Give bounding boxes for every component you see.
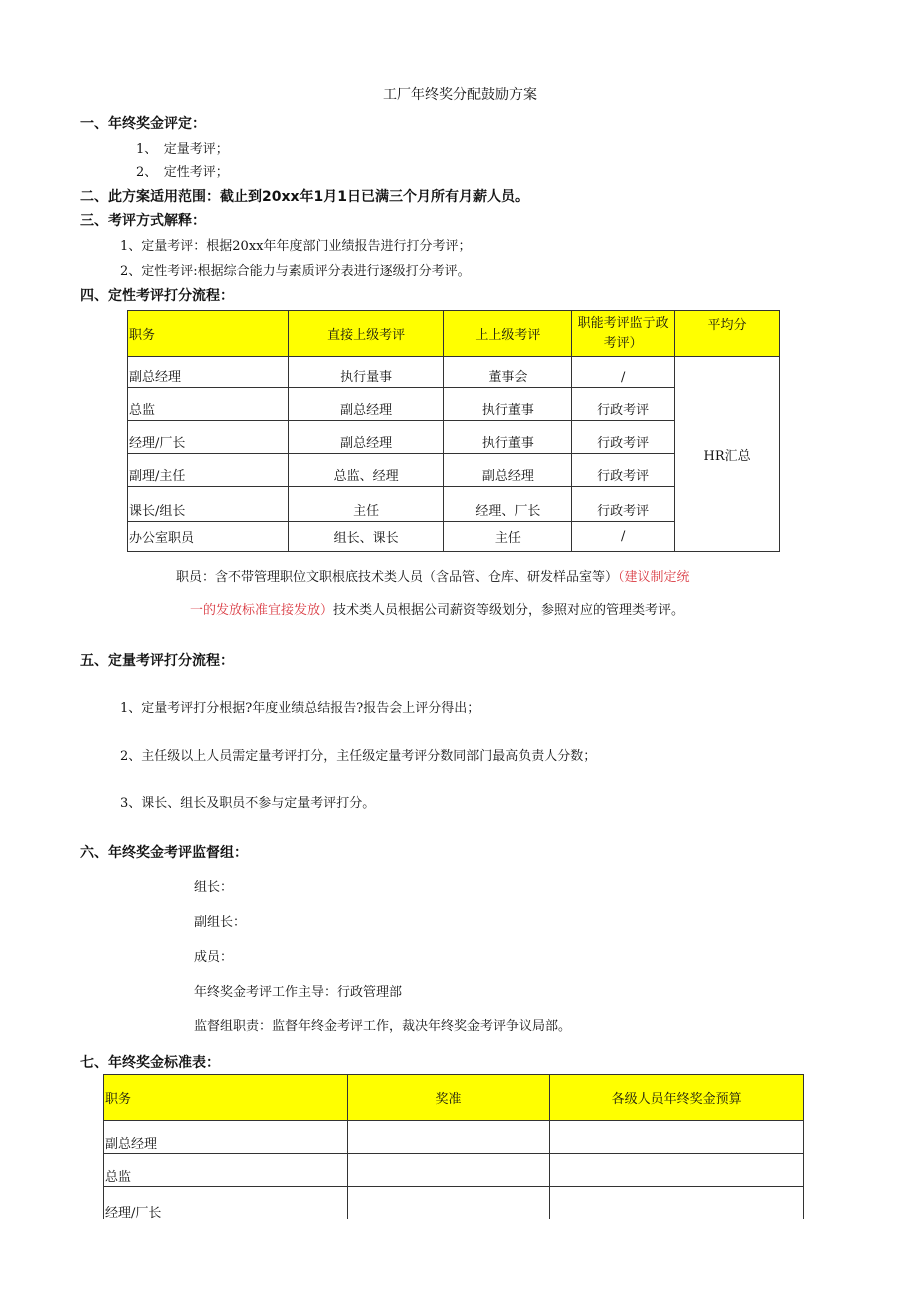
table-cell: 行政考评 xyxy=(572,454,675,487)
section-6-heading: 六、年终奖金考评监督组： xyxy=(80,845,248,861)
table-cell: 行政考评 xyxy=(572,421,675,454)
table-cell: 副总经理 xyxy=(128,357,289,388)
table-cell: 执行量事 xyxy=(288,357,444,388)
section-2-heading: 二、此方案适用范围：截止到20xx年1月1日已满三个月所有月薪人员。 xyxy=(80,189,530,205)
table-cell: 经理/厂长 xyxy=(104,1187,348,1220)
section-5-heading: 五、定量考评打分流程： xyxy=(80,653,234,669)
table-header-cell: 奖准 xyxy=(347,1075,550,1121)
table-cell xyxy=(347,1187,550,1220)
list-item: 2、主任级以上人员需定量考评打分，主任级定量考评分数同部门最高负责人分数； xyxy=(120,749,597,764)
section-7-heading: 七、年终奖金标准表： xyxy=(80,1055,220,1071)
table-merged-cell: HR汇总 xyxy=(675,357,780,552)
bonus-table-wrap xyxy=(103,1074,804,1219)
table-cell: 主任 xyxy=(444,522,572,552)
list-item: 成员： xyxy=(194,950,234,965)
note-red-text: 一的发放标准宜接发放） xyxy=(190,603,334,618)
table-cell: 经理、厂长 xyxy=(444,487,572,522)
table-header-cell: 各级人员年终奖金预算 xyxy=(550,1075,804,1121)
bonus-table xyxy=(103,1074,804,1219)
table-cell: 总监 xyxy=(128,388,289,421)
table-cell xyxy=(550,1187,804,1220)
list-item: 1、 定量考评； xyxy=(136,142,229,157)
table-cell: 总监 xyxy=(104,1154,348,1187)
table-header-row xyxy=(104,1075,804,1121)
note-line-2 xyxy=(190,604,684,617)
table-cell: 副理/主任 xyxy=(128,454,289,487)
table-cell: 行政考评 xyxy=(572,487,675,522)
list-item: 年终奖金考评工作主导：行政管理部 xyxy=(194,985,403,1000)
table-cell xyxy=(347,1154,550,1187)
table-row xyxy=(104,1121,804,1154)
table-cell xyxy=(550,1154,804,1187)
table-header-cell: 职务 xyxy=(128,311,289,357)
table-row xyxy=(128,357,780,388)
qualitative-table xyxy=(127,310,780,552)
table-cell: 课长/组长 xyxy=(128,487,289,522)
list-item: 1、定量考评：根据20xx年年度部门业绩报告进行打分考评； xyxy=(120,239,472,254)
note-text: 技术类人员根据公司薪资等级划分，参照对应的管理类考评。 xyxy=(333,603,685,618)
table-header-row xyxy=(128,311,780,357)
section-1-heading: 一、年终奖金评定： xyxy=(80,116,206,132)
list-item: 副组长： xyxy=(194,915,247,930)
note-red-text: （建议制定统 xyxy=(618,570,690,585)
table-header-cell: 直接上级考评 xyxy=(288,311,444,357)
table-header-cell: 上上级考评 xyxy=(444,311,572,357)
table-cell: 副总经理 xyxy=(288,421,444,454)
table-cell: 执行董事 xyxy=(444,388,572,421)
list-item: 组长： xyxy=(194,880,234,895)
section-4-heading: 四、定性考评打分流程： xyxy=(80,288,234,304)
table-header-cell: 平均分 xyxy=(675,311,780,357)
list-item: 3、课长、组长及职员不参与定量考评打分。 xyxy=(120,796,376,811)
table-cell: 执行董事 xyxy=(444,421,572,454)
table-row xyxy=(104,1187,804,1220)
list-item: 2、定性考评:根据综合能力与素质评分表进行逐级打分考评。 xyxy=(120,264,471,279)
table-cell: 副总经理 xyxy=(104,1121,348,1154)
note-text: 职员：含不带管理职位文职根底技术类人员（含品管、仓库、研发样品室等） xyxy=(176,570,619,585)
table-cell: 总监、经理 xyxy=(288,454,444,487)
table-cell: 经理/厂长 xyxy=(128,421,289,454)
section-3-heading: 三、考评方式解释： xyxy=(80,213,206,229)
table-header-cell: 职能考评监亍政考评） xyxy=(572,311,675,357)
note-line-1 xyxy=(176,571,690,584)
table-cell: / xyxy=(572,522,675,552)
table-cell xyxy=(347,1121,550,1154)
table-cell: 组长、课长 xyxy=(288,522,444,552)
table-cell: 董事会 xyxy=(444,357,572,388)
page-title: 工厂年终奖分配鼓励方案 xyxy=(383,87,537,103)
list-item: 2、 定性考评； xyxy=(136,165,229,180)
table-header-cell: 职务 xyxy=(104,1075,348,1121)
list-item: 1、定量考评打分根据?年度业绩总结报告?报告会上评分得出； xyxy=(120,701,481,716)
table-cell: 副总经理 xyxy=(444,454,572,487)
table-cell xyxy=(550,1121,804,1154)
table-cell: / xyxy=(572,357,675,388)
table-cell: 行政考评 xyxy=(572,388,675,421)
table-cell: 主任 xyxy=(288,487,444,522)
list-item: 监督组职责：监督年终金考评工作，裁决年终奖金考评争议局部。 xyxy=(194,1019,572,1034)
table-cell: 副总经理 xyxy=(288,388,444,421)
table-row xyxy=(104,1154,804,1187)
table-cell: 办公室职员 xyxy=(128,522,289,552)
